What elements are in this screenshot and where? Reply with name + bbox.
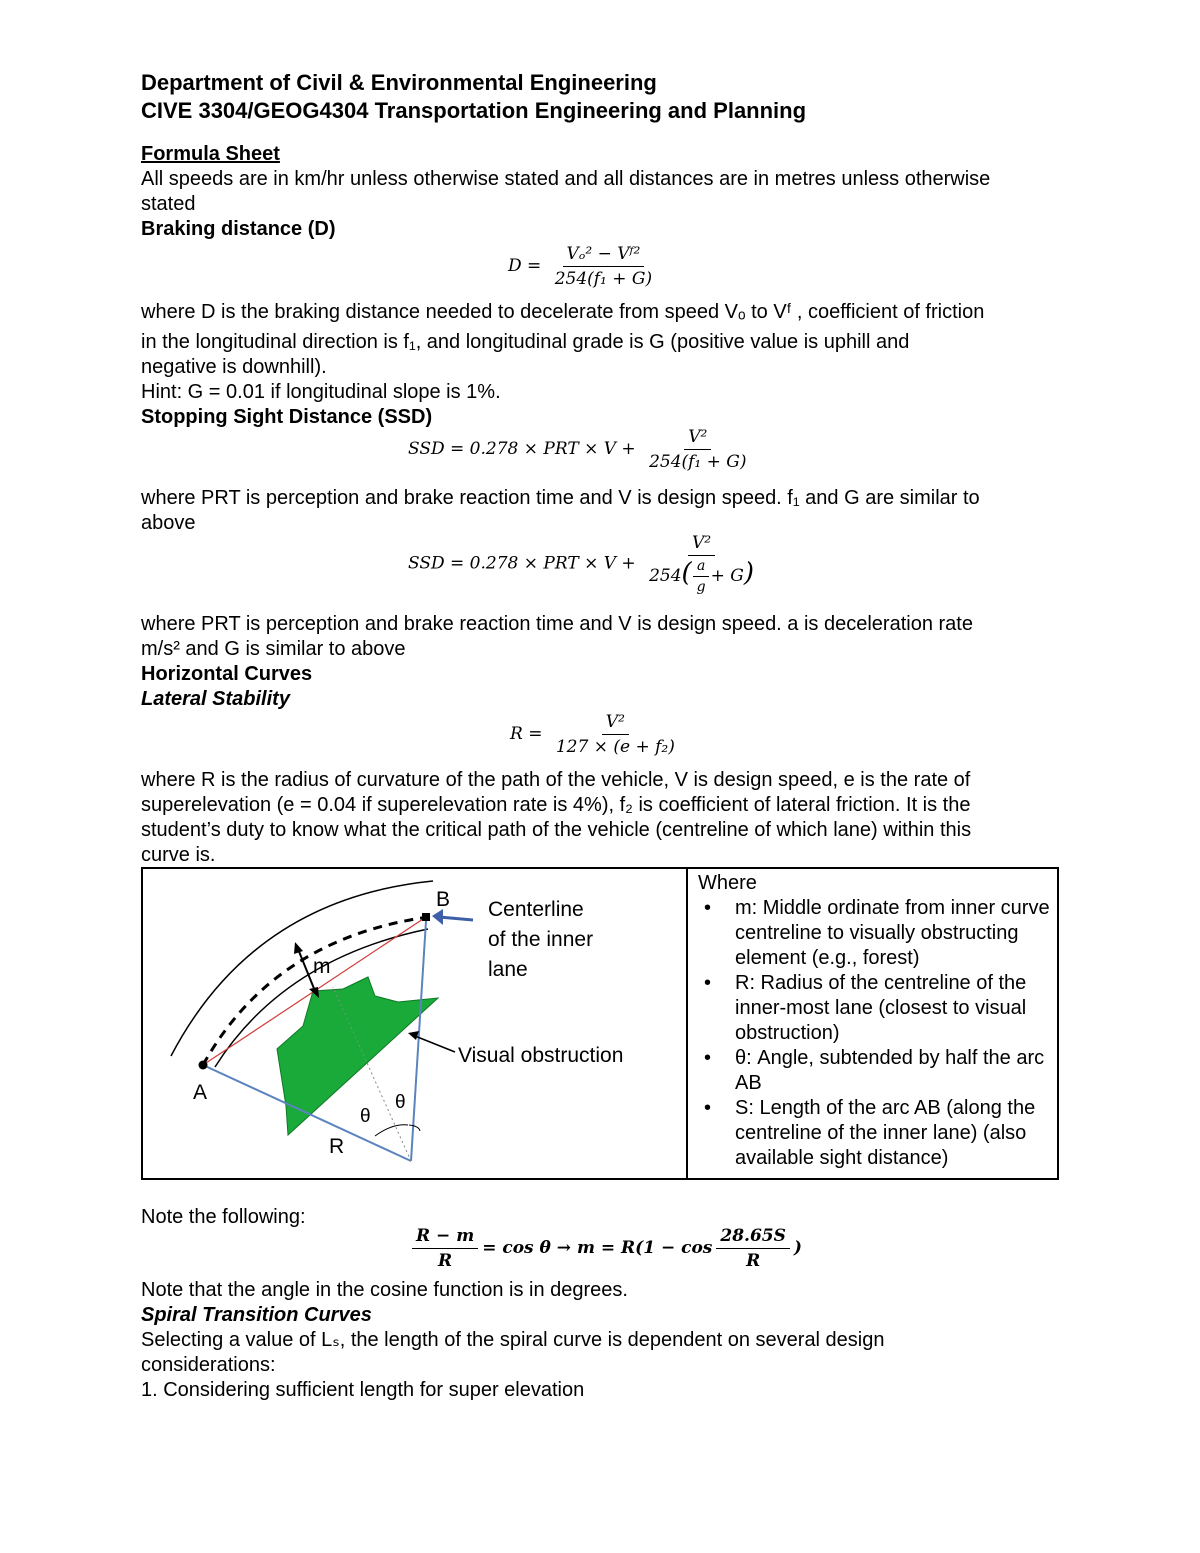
where-item-s: • S: Length of the arc AB (along the centreline of the inner lane) (also available sight distance) (698, 1096, 1051, 1171)
ssd-eq1-numerator: V² (684, 427, 711, 450)
braking-desc-3: negative is downhill). (141, 356, 327, 378)
horizontal-desc-4: curve is. (141, 844, 216, 866)
sight-distance-diagram (143, 869, 686, 1178)
lateral-eq-denominator: 127 × (e + f₂) (555, 737, 675, 757)
units-note-line-2: stated (141, 193, 196, 215)
braking-eq-denominator: 254(f₁ + G) (554, 269, 653, 289)
obstruction-label: Visual obstruction (458, 1044, 624, 1067)
centerline-label-1: Centerline (488, 898, 584, 921)
ssd-heading: Stopping Sight Distance (SSD) (141, 406, 433, 428)
ssd-equation-1 (408, 427, 755, 472)
ssd-eq2-den-post: + G (710, 566, 744, 586)
diagram-cell (142, 868, 687, 1179)
where-title: Where (698, 872, 757, 894)
lateral-stability-heading: Lateral Stability (141, 688, 290, 710)
obstruction-arrow-head (408, 1031, 419, 1040)
label-m: m (313, 955, 331, 978)
ssd-eq2-denominator: 254( $\frac{a}{g}$ + G) (649, 558, 755, 595)
horizontal-desc-2: superelevation (e = 0.04 if superelevation rate is 4%), f₂ is coefficient of lateral friction. It is the (141, 794, 971, 816)
centerline-label-3: lane (488, 958, 528, 981)
where-cell (687, 868, 1058, 1179)
radius-b (411, 921, 426, 1161)
point-a (199, 1061, 208, 1070)
ssd-eq2-numerator: V² (688, 533, 715, 556)
label-r: R (329, 1135, 345, 1158)
label-a: A (193, 1081, 208, 1104)
braking-hint: Hint: G = 0.01 if longitudinal slope is 1%. (141, 381, 501, 403)
centerline-arrow (439, 917, 473, 920)
spiral-item-1: 1. Considering sufficient length for super elevation (141, 1379, 585, 1401)
course-title: CIVE 3304/GEOG4304 Transportation Engineering and Planning (141, 98, 807, 123)
label-theta-1: θ (360, 1106, 371, 1127)
braking-eq-numerator: Vₒ² − Vᶠ² (563, 244, 645, 267)
label-theta-2: θ (395, 1092, 406, 1113)
horizontal-heading: Horizontal Curves (141, 663, 313, 685)
ssd-eq2-a: a (693, 558, 709, 577)
m-arrow-head-top (294, 942, 303, 954)
ssd-desc1-line-1: where PRT is perception and brake reaction time and V is design speed. f₁ and G are similar to (141, 487, 980, 509)
angle-note: Note that the angle in the cosine function is in degrees. (141, 1279, 628, 1301)
where-item-m: • m: Middle ordinate from inner curve centreline to visually obstructing element (e.g., forest) (698, 896, 1051, 971)
centerline-arrow-head (432, 909, 443, 925)
where-list (698, 896, 1051, 1171)
where-item-theta: • θ: Angle, subtended by half the arc AB (698, 1046, 1051, 1096)
label-b: B (436, 888, 451, 911)
note-eq-denominator-2: R (746, 1251, 761, 1271)
lateral-stability-equation (510, 712, 683, 757)
spiral-heading: Spiral Transition Curves (141, 1304, 372, 1326)
horizontal-desc-3: student’s duty to know what the critical path of the vehicle (centreline of which lane) within this (141, 819, 972, 841)
braking-eq-lhs: D = (508, 256, 542, 276)
ssd-equation-2 (408, 533, 762, 595)
ssd-eq2-g: g (696, 579, 706, 595)
theta-arc-2 (409, 1125, 420, 1131)
note-eq-denominator: R (438, 1251, 453, 1271)
spiral-desc-1: Selecting a value of Lₛ, the length of the spiral curve is dependent on several design (141, 1329, 885, 1351)
ssd-eq2-lhs: SSD = 0.278 × PRT × V + (408, 553, 636, 574)
braking-desc-2: in the longitudinal direction is f₁, and longitudinal grade is G (positive value is uphill and (141, 331, 910, 353)
braking-desc-1: where D is the braking distance needed to decelerate from speed Vₒ to Vᶠ , coefficient of friction (141, 301, 985, 323)
obstruction-arrow (415, 1036, 455, 1052)
ssd-desc2-line-1: where PRT is perception and brake reaction time and V is design speed. a is deceleration rate (141, 613, 973, 635)
note-eq-middle: = cos θ → m = R(1 − cos (482, 1238, 713, 1258)
ssd-eq2-den-prefix: 254 (649, 566, 682, 586)
horizontal-desc-1: where R is the radius of curvature of the path of the vehicle, V is design speed, e is the rate of (141, 769, 971, 791)
formula-sheet-title: Formula Sheet (141, 143, 280, 165)
note-eq-numerator: R − m (412, 1226, 478, 1249)
where-box (688, 869, 1057, 1171)
where-item-r: • R: Radius of the centreline of the inner-most lane (closest to visual obstruction) (698, 971, 1051, 1046)
ssd-eq1-lhs: SSD = 0.278 × PRT × V + (408, 439, 636, 459)
note-eq-numerator-2: 28.65S (716, 1226, 790, 1249)
spiral-desc-2: considerations: (141, 1354, 276, 1376)
point-b (422, 913, 430, 921)
braking-heading: Braking distance (D) (141, 218, 336, 240)
sight-distance-table (141, 867, 1059, 1180)
braking-equation (508, 244, 660, 289)
note-intro: Note the following: (141, 1206, 306, 1228)
department-title: Department of Civil & Environmental Engineering (141, 70, 657, 95)
ssd-desc2-line-2: m/s² and G is similar to above (141, 638, 406, 660)
ssd-desc1-line-2: above (141, 512, 196, 534)
lateral-eq-lhs: R = (510, 724, 543, 744)
ssd-eq1-denominator: 254(f₁ + G) (649, 452, 747, 472)
middle-ordinate-equation (408, 1226, 802, 1271)
theta-arc-1 (375, 1125, 408, 1136)
units-note-line-1: All speeds are in km/hr unless otherwise stated and all distances are in metres unless otherwise (141, 168, 991, 190)
centerline-label-2: of the inner (488, 928, 594, 951)
note-eq-end: ) (793, 1238, 802, 1258)
lateral-eq-numerator: V² (602, 712, 629, 735)
